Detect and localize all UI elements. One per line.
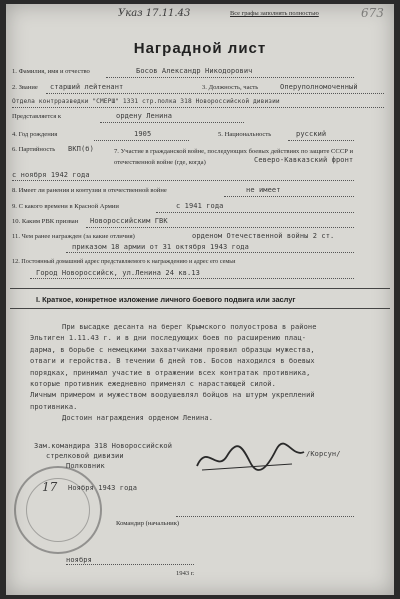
presented-value: ордену Ленина <box>116 112 173 120</box>
award-sheet <box>6 4 394 595</box>
field-12-value: Город Новороссийск, ул.Ленина 24 кв.13 <box>36 269 200 277</box>
narrative-line: которые противник ежедневно применял с нарастающей силой. <box>30 380 276 389</box>
section-heading: I. Краткое, конкретное изложение личного боевого подвига или заслуг <box>36 295 296 304</box>
field-9-label: 9. С какого времени в Красной Армии <box>12 203 119 210</box>
field-12-label: 12. Постоянный домашний адрес представляемого к награждению и адрес его семьи <box>12 258 236 265</box>
signer-position-line2: стрелковой дивизии <box>46 452 124 460</box>
field-10-label: 10. Каким РВК призван <box>12 218 79 225</box>
field-2-label: 2. Звание <box>12 84 38 91</box>
presented-label: Представляется к <box>12 113 62 120</box>
field-5-label: 5. Национальность <box>218 131 272 138</box>
field-7-label: 7. Участие в гражданской войне, последующих боевых действиях по защите СССР и отечественной войне (где, когда) <box>114 148 354 166</box>
field-1-value: Босов Александр Никодорович <box>136 67 253 75</box>
signature-scribble <box>192 438 312 478</box>
archive-number: 673 <box>361 6 384 20</box>
decree-note: Указ 17.11.43 <box>118 8 191 19</box>
document-title: Наградной лист <box>133 40 267 57</box>
signature-date-day: 17 <box>42 480 58 494</box>
fill-all-fields-note: Все графы заполнять полностью <box>230 10 319 17</box>
field-11-value: орденом Отечественной войны 2 ст. <box>192 232 335 240</box>
conclusion-text: Достоин награждения орденом Ленина. <box>62 414 214 422</box>
official-seal <box>14 466 102 554</box>
narrative-line: дарма, в борьбе с немецкими захватчиками проявил образцы мужества, <box>30 345 315 354</box>
field-8-value: не имеет <box>246 186 281 194</box>
narrative-text <box>30 322 380 413</box>
field-4-value: 1905 <box>134 130 152 138</box>
signer-name: /Корсун/ <box>306 450 341 458</box>
field-4-label: 4. Год рождения <box>12 131 58 138</box>
field-1-label: 1. Фамилия, имя и отчество <box>12 68 90 75</box>
field-3-value: Оперуполномоченный <box>280 83 358 91</box>
field-11-label: 11. Чем ранее награжден (за какие отличия) <box>12 233 135 240</box>
narrative-line: При высадке десанта на берег Крымского полуострова в районе <box>62 323 317 331</box>
narrative-line: противника. <box>30 402 78 411</box>
field-5-value: русский <box>296 130 327 138</box>
field-6-label: 6. Партийность <box>12 146 56 153</box>
field-8-label: 8. Имеет ли ранения и контузии в отечественной войне <box>12 187 167 194</box>
signer-rank: Полковник <box>66 462 105 470</box>
signature-date: Ноября 1943 года <box>68 484 138 492</box>
field-11-value-line2: приказом 18 армии от 31 октября 1943 года <box>72 243 249 251</box>
narrative-line: порядках, принимал участие в отражении всех контратак противника, <box>30 368 311 377</box>
field-7-value-line2: с ноября 1942 года <box>12 171 90 179</box>
commander-label: Командир (начальник) <box>116 520 180 527</box>
narrative-line: отваги и геройства. В течении 6 дней тов. Босов находился в боевых <box>30 357 315 366</box>
field-7-value: Северо-Кавказский фронт <box>254 156 354 164</box>
signer-position-line1: Зам.командира 318 Новороссийской <box>34 442 173 450</box>
narrative-line: Личным примером и мужеством воодушевлял бойцов на штурм укреплений <box>30 391 315 400</box>
field-3-label: 3. Должность, часть <box>202 84 259 91</box>
footer-date-month: ноября <box>66 556 92 564</box>
field-9-value: с 1941 года <box>176 202 224 210</box>
field-6-value: ВКП(б) <box>68 145 94 153</box>
footer-year: 1943 г. <box>176 570 195 577</box>
field-3-value-line2: Отдела контрразведки "СМЕРШ" 1331 стр.полка 318 Новороссийской дивизии <box>12 98 280 105</box>
field-10-value: Новороссийским ГВК <box>90 217 168 225</box>
narrative-line: Эльтиген 1.11.43 г. и в дни последующих боев по расширению плац- <box>30 334 307 343</box>
field-2-value: старший лейтенант <box>50 83 124 91</box>
